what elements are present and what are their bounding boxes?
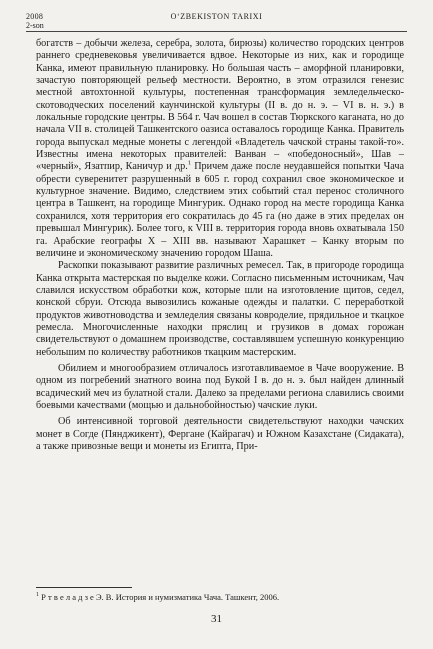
paragraph-1-text: богатств – добычи железа, серебра, золота, бирюзы) количество городских центров раннего средневековья увеличивается вдвое. Некоторые из них, как и городище Канка, имеют правильную планировку. Но большая часть – аморфной планировки, зачастую повторяющей рельеф местности. Вероятно, в этом отразился генезис местной автохтонной культуры, постепенная трансформация земледельческо-скотоводческих поселений каунчинской культуры (II в. до н. э. – VI в. н. э.) в локальные городские центры. В 564 г. Чач вошел в состав Тюркского каганата, но до начала VII в. столицей Ташкентского оазиса оставалось городище Канка. Правитель города выпускал медные монеты с легендой «Владетель чачской страны такой-то». Известны имена некоторых правителей: Ванван – «победоносный», Шав – «черный», Язатпир, Каничур и др. [36,38,404,173]
article-body [36,38,404,453]
header-issue: 2-son [26,21,44,30]
footnote-mark: 1 [36,592,39,598]
header-year: 2008 [26,12,44,21]
header-rule [26,31,407,32]
footnote-reference[interactable]: 1 [187,160,191,168]
paragraph-2: Раскопки показывают развитие различных ремесел. Так, в пригороде городища Канка открыта мастерская по выделке кожи. Согласно письменным источникам, Чач славился искусством обработки кож, которые шли на изготовление щитов, седел, конской сбруи. Отсюда вывозились кожаные одежды и палатки. С переработкой продуктов животноводства и земледелия связаны ковроделие, прядильное и ткацкое ремесла. Многочисленные находки пряслиц и грузиков в домах горожан свидетельствуют о домашнем производстве, составлявшем успешную конкуренцию небольшим по количеству работников ткацким мастерским. [36,260,404,358]
header-journal-title: O‘ZBEKISTON TARIXI [170,12,263,21]
footnote-text: Р т в е л а д з е Э. В. История и нумизматика Чача. Ташкент, 2006. [39,591,280,602]
paragraph-3: Обилием и многообразием отличалось изготавливаемое в Чаче вооружение. В одном из погребений знатного воина под Букой I в. до н. э. был найден длинный всадический меч из булатной стали. Далеко за пределами региона славились своими боевыми качествами (мощью и дальнобойностью) чачские луки. [36,362,404,411]
page-number: 31 [211,613,222,625]
footnote-rule [36,587,132,588]
footnote [36,590,404,602]
paragraph-1-tail: Причем даже после неудавшейся попытки Чача обрести суверенитет разрушенный в 605 г. город сохранил свое экономическое и культурное значение. Видимо, следствием этих событий стал перенос столичного центра в Ташкент, на городище Мингурик. Однако город на месте городища Канка сохранился, хотя территория его сократилась до 45 га (но даже в этих пределах он превышал Мингурик). Более того, к VIII в. территория города вновь охватывала 150 га. Арабские географы X – XIII вв. называют Харашкет – Канку вторым по величине и экономическому значению городом Шаша. [36,161,405,259]
paragraph-4: Об интенсивной торговой деятельности свидетельствуют находки чачских монет в Согде (Пянджикент), Фергане (Кайрагач) и Южном Казахстане (Сидаката), а также привозные вещи и монеты из Египта, При- [36,416,404,452]
paragraph-1 [36,38,404,260]
